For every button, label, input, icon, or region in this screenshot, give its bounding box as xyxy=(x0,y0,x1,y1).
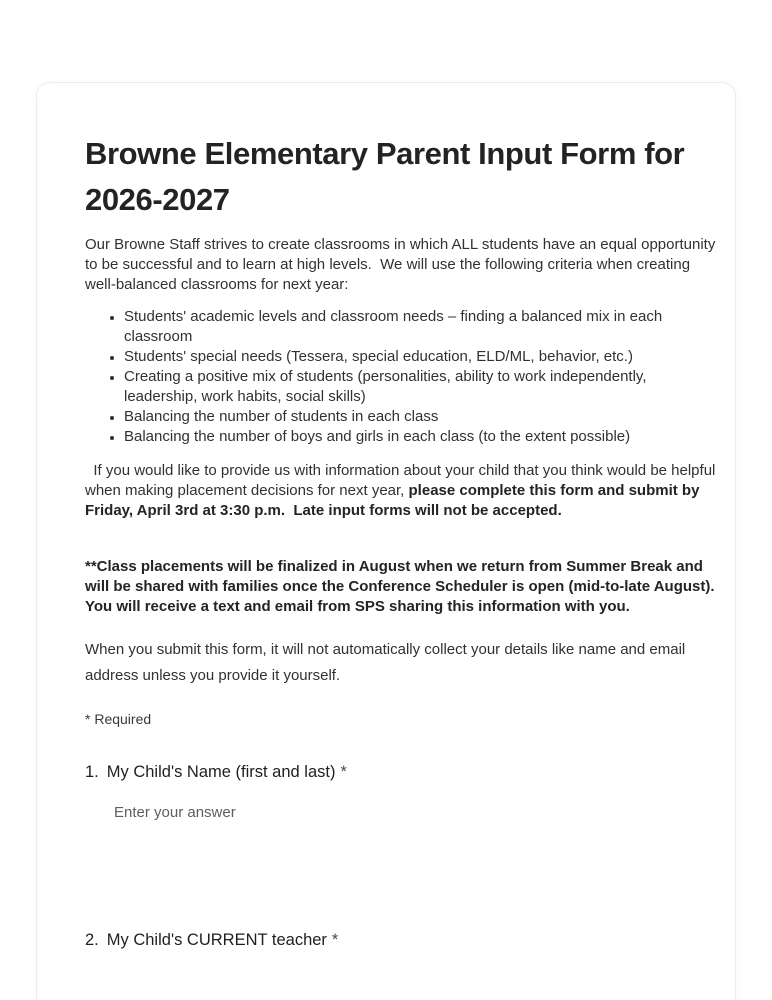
question-2-title xyxy=(85,929,721,951)
question-label: My Child's Name (first and last) xyxy=(106,762,336,781)
deadline-paragraph-normal: If you would like to provide us with information about your child that you think would be helpful when making placement decisions for next year, xyxy=(85,461,720,499)
required-marker: * xyxy=(340,762,347,781)
placement-notice: **Class placements will be finalized in August when we return from Summer Break and will be shared with families once the Conference Scheduler is open (mid-to-late August). You will receive a text and email from SPS sharing this information with you. xyxy=(85,557,723,615)
criteria-item: • Students' academic levels and classroom needs – finding a balanced mix in each classroom xyxy=(124,307,721,347)
required-marker: * xyxy=(331,930,339,949)
criteria-item: • Students' special needs (Tessera, special education, ELD/ML, behavior, etc.) xyxy=(124,347,721,367)
form-card xyxy=(36,82,736,1000)
deadline-paragraph-bold: please complete this form and submit by Friday, April 3rd at 3:30 p.m. Late input forms will not be accepted. xyxy=(85,481,704,519)
question-1-title xyxy=(85,761,721,783)
form-title: Browne Elementary Parent Input Form for 2026-2027 xyxy=(85,136,685,217)
required-note: * Required xyxy=(85,710,152,727)
criteria-item: • Creating a positive mix of students (personalities, ability to work independently, leadership, work habits, social skills) xyxy=(124,367,721,407)
criteria-list xyxy=(85,307,721,447)
criteria-item: • Balancing the number of boys and girls in each class (to the extent possible) xyxy=(124,427,721,447)
question-label: My Child's CURRENT teacher xyxy=(106,930,327,949)
question-number: 2. xyxy=(85,930,99,949)
question-2 xyxy=(85,929,721,951)
privacy-note: When you submit this form, it will not automatically collect your details like name and email address unless you provide it yourself. xyxy=(85,640,690,684)
question-number: 1. xyxy=(85,762,99,781)
criteria-item: • Balancing the number of students in each class xyxy=(124,407,721,427)
deadline-paragraph xyxy=(85,461,721,521)
form-intro: Our Browne Staff strives to create classrooms in which ALL students have an equal opportunity to be successful and to learn at high levels. We will use the following criteria when creating well-balanced classrooms for next year: xyxy=(85,235,720,293)
answer-input[interactable] xyxy=(114,804,434,821)
question-1 xyxy=(85,761,721,821)
